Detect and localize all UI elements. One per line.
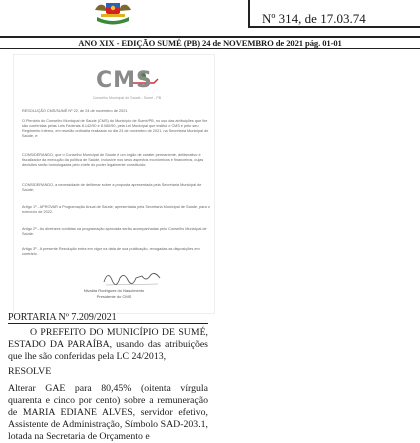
portaria-body: Alterar GAE para 80,45% (oitenta vírgula quarenta e cinco por cento) sobre a remuneração de MARIA EDIANE ALVES, servidor efetivo, Assistente de Administração, Símbolo SAD-203.1, lotada na Secretaria de Orçamento e: [8, 383, 208, 442]
portaria-resolve: RESOLVE: [8, 366, 52, 377]
resolution-paragraph: CONSIDERANDO, que o Conselho Municipal de Saúde é um órgão de caráter permanente, deliberativo e fiscalizador da execução da política de Saúde, inclusive nos seus aspectos econômicos e financeiros, cujas decisões serão homologadas pelo chefe do poder legalmente constituído;: [22, 153, 204, 167]
resolution-article: Artigo 3º - A presente Resolução entra em vigor na data de sua publicação, revogadas as disposições em contrário.: [22, 247, 200, 256]
signature-role: Presidente do CMS: [96, 294, 132, 299]
resolution-article: Artigo 2º - As diretrizes contidas na programação aprovada serão acompanhadas pelo Conselho Municipal de Saúde.: [22, 227, 207, 236]
portaria-title: PORTARIA Nº 7.209/2021: [8, 312, 117, 323]
newspaper-header: [0, 0, 420, 36]
cms-resolution-scan: [14, 55, 214, 313]
edition-line: ANO XIX - EDIÇÃO SUMÉ (PB) 24 de NOVEMBRO de 2021 pág. 01-01: [78, 38, 342, 48]
portaria-title-underline: [8, 323, 208, 324]
cms-logo-text: CMS: [96, 68, 153, 93]
resolution-heading: RESOLUÇÃO CMS/SUMÉ Nº 22, de 24 de novembro de 2021: [22, 109, 128, 113]
signature-name: Nivalda Rodrigues do Nascimento: [83, 288, 145, 293]
resolution-paragraph: O Plenário do Conselho Municipal de Saúde (CMS) do Município de Sumé/PB, no uso das atribuições que lhe são conferidas pelas Leis Federais 8.142/90 e 8.080/90, pela Lei Municipal que institui o CMS e pelo seu Regimento Interno, em reunião ordinária realizada no dia 24 de novembro de 2021, na Secretaria Municipal de Saúde, e:: [22, 119, 209, 138]
edition-rule: [0, 48, 420, 49]
municipal-crest-icon: [93, 0, 133, 27]
resolution-paragraph: CONSIDERANDO, a necessidade de deliberar sobre a proposta apresentada pela Secretaria Municipal de Saúde;: [22, 183, 202, 192]
portaria-intro: O PREFEITO DO MUNICÍPIO DE SUMÉ, ESTADO DA PARAÍBA, usando das atribuições que lhe são conferidas pela LC 24/2013,: [8, 327, 208, 362]
law-reference-box: [248, 0, 420, 28]
law-reference: Nº 314, de 17.03.74: [262, 11, 366, 26]
cms-logo-subtitle: Conselho Municipal de Saúde - Sumé - PB: [92, 96, 162, 100]
handwritten-signature-icon: [102, 266, 164, 288]
resolution-article: Artigo 1º - APROVAR a Programação Anual de Saúde, apresentada pela Secretaria Municipal de Saúde, para o exercício de 2022.: [22, 205, 210, 214]
